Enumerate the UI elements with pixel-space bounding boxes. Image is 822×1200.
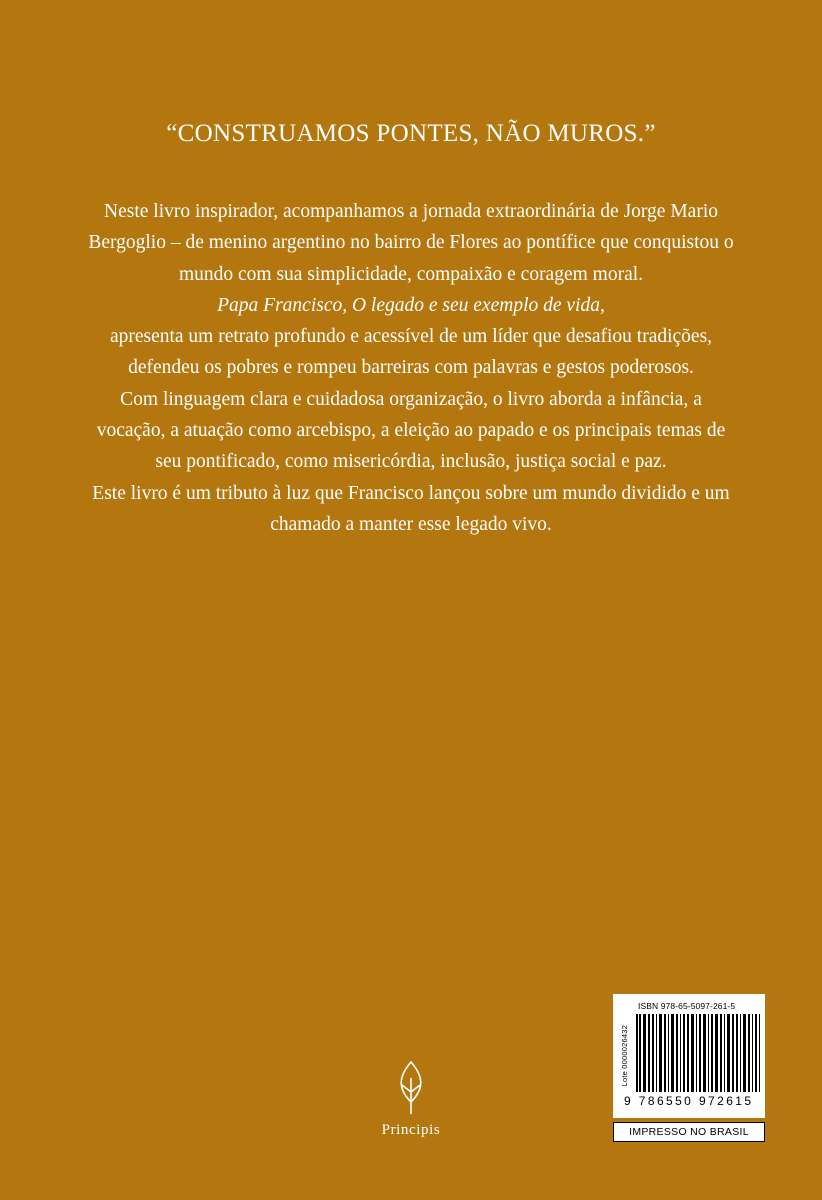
- barcode-bars: [636, 1014, 760, 1092]
- leaf-icon: [385, 1058, 437, 1116]
- blurb-paragraph-3: Com linguagem clara e cuidadosa organização, o livro aborda a infância, a vocação, a atuação como arcebispo, a eleição ao papado e os principais temas de seu pontificado, como misericórdia, inclusão, justiça social e paz.: [96, 388, 726, 473]
- blurb-paragraph-1: Neste livro inspirador, acompanhamos a jornada extraordinária de Jorge Mario Bergoglio – de menino argentino no bairro de Flores ao pontífice que conquistou o mundo com sua simplicidade, compaixão e coragem moral.: [88, 201, 734, 285]
- isbn-label: ISBN 978-65-5097-261-5: [638, 1001, 736, 1011]
- publisher-name: Principis: [381, 1122, 441, 1138]
- barcode-block: [613, 994, 765, 1118]
- printed-in-label: IMPRESSO NO BRASIL: [613, 1122, 765, 1142]
- cover-headline: “CONSTRUAMOS PONTES, NÃO MUROS.”: [166, 120, 656, 147]
- blurb-paragraph-2: apresenta um retrato profundo e acessível de um líder que desafiou tradições, defendeu os pobres e rompeu barreiras com palavras e gestos poderosos.: [109, 326, 713, 379]
- barcode-inner: [613, 994, 765, 1118]
- lote-label: Lote 0000026432: [620, 1025, 629, 1087]
- blurb-book-title: Papa Francisco, O legado e seu exemplo de vida,: [217, 294, 605, 316]
- blurb-paragraph-4: Este livro é um tributo à luz que Francisco lançou sobre um mundo dividido e um chamado a manter esse legado vivo.: [92, 482, 730, 535]
- ean-digits: 9 786550 972615: [624, 1094, 754, 1108]
- cover-blurb: [86, 196, 736, 540]
